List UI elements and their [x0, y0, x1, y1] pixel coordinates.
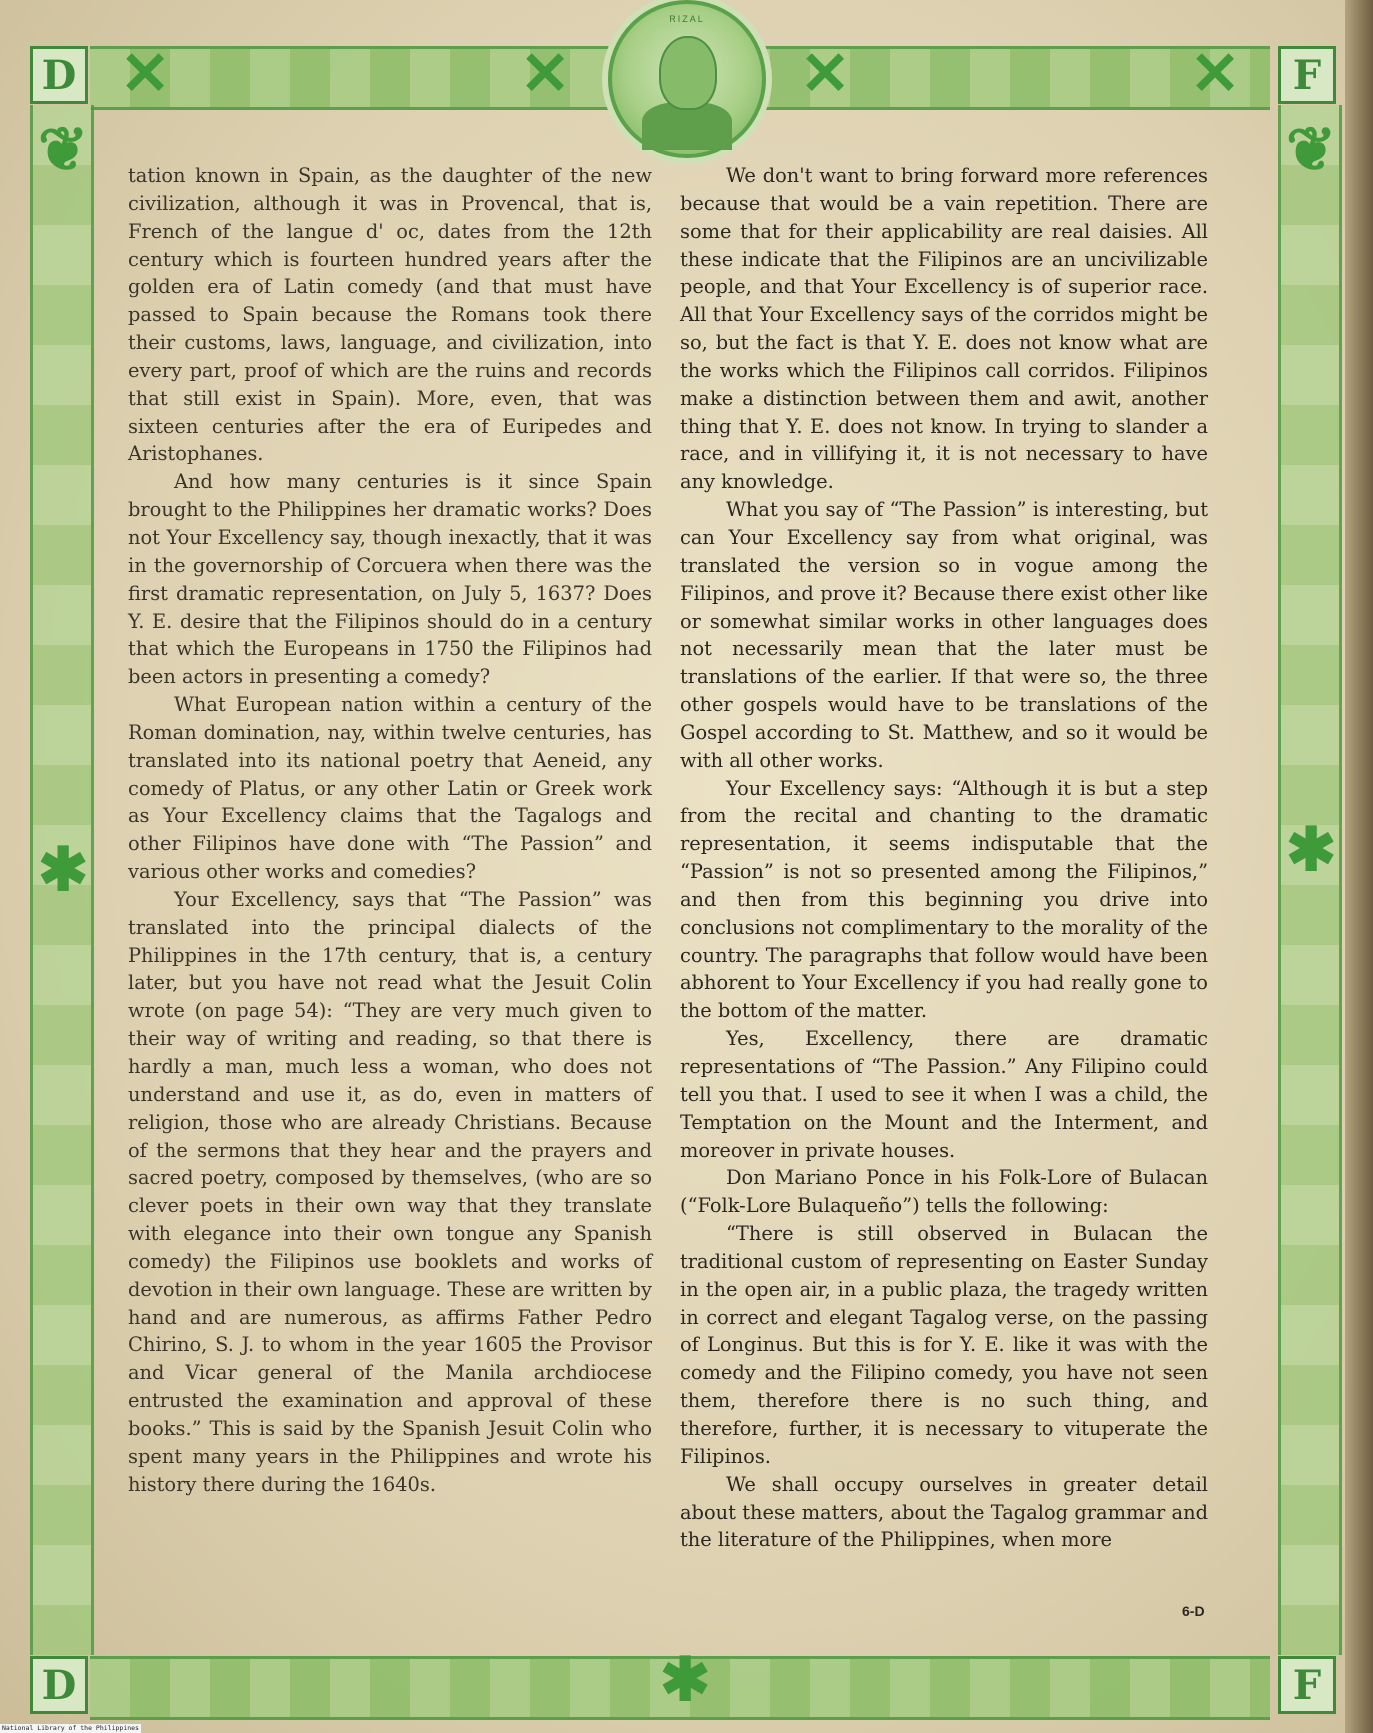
corner-letter-bottom-left: D: [30, 1656, 88, 1714]
paragraph: Yes, Excellency, there are dramatic representations of “The Passion.” Any Filipino could tell you that. I used to see it when I was a child, the Temptation on the Mount and the Interment, and moreover in private houses.: [680, 1027, 1208, 1162]
corner-letter-top-left: D: [30, 46, 88, 104]
page-edge: [1345, 0, 1373, 1733]
text-column-left: [128, 162, 652, 1499]
text-column-right: [680, 162, 1208, 1554]
knot-ornament-icon: ✱: [38, 835, 89, 905]
paragraph: We don't want to bring forward more references because that would be a vain repetition. There are some that for their applicability are real daisies. All these indicate that the Filipinos are an uncivilizable people, and that Your Excellency is of superior race. All that Your Excellency says of the corridos might be so, but the fact is that Y. E. does not know what are the works which the Filipinos call corridos. Filipinos make a distinction between them and awit, another thing that Y. E. does not know. In trying to slander a race, and in villifying it, it is not necessary to have any knowledge.: [680, 164, 1208, 494]
corner-letter-top-right: F: [1278, 46, 1336, 104]
portrait-face-icon: [659, 36, 717, 110]
paragraph: Your Excellency, says that “The Passion” was translated into the principal dialects of the Philippines in the 17th century, that is, a century later, but you have not read what the Jesuit Colin wrote (on page 54): “They are very much given to their way of writing and reading, so that there is hardly a man, much less a woman, who does not understand and use it, as do, even in matters of religion, those who are already Christians. Because of the sermons that they hear and the prayers and sacred poetry, composed by themselves, (who are so clever poets in their own way that they translate with elegance into their own tongue any Spanish comedy) the Filipinos use booklets and works of devotion in their own language. These are written by hand and are numerous, as affirms Father Pedro Chirino, S. J. to whom in the year 1605 the Provisor and Vicar general of the Manila archdiocese entrusted the examination and approval of these books.” This is said by the Spanish Jesuit Colin who spent many years in the Philippines and wrote his history there during the 1640s.: [128, 887, 652, 1496]
paragraph: “There is still observed in Bulacan the traditional custom of representing on Easter Sunday in the open air, in a public plaza, the tragedy written in correct and elegant Tagalog verse, on the passing of Longinus. But this is for Y. E. like it was with the comedy and the Filipino comedy, you have not seen them, therefore there is no such thing, and therefore, further, it is necessary to vituperate the Filipinos.: [680, 1222, 1208, 1468]
paragraph: Your Excellency says: “Although it is but a step from the recital and chanting to the dramatic representation, it seems indisputable that the “Passion” is not so presented among the Filipinos,” and then from this beginning you drive into conclusions not complimentary to the morality of the country. The paragraphs that follow would have been abhorent to Your Excellency if you had really gone to the bottom of the matter.: [680, 776, 1208, 1023]
knot-ornament-icon: ✕: [1190, 39, 1241, 109]
knot-ornament-icon: ✕: [800, 39, 851, 109]
corner-letter-bottom-right: F: [1278, 1656, 1336, 1714]
page-number: 6-D: [1182, 1603, 1205, 1619]
knot-ornament-icon: ✕: [520, 39, 571, 109]
knot-ornament-icon: ✱: [1286, 815, 1337, 885]
knot-ornament-icon: ✕: [120, 39, 171, 109]
source-credit: National Library of the Philippines: [2, 1724, 139, 1732]
knot-ornament-icon: ❦: [38, 115, 89, 185]
paragraph: What European nation within a century of the Roman domination, nay, within twelve centuries, has translated into its national poetry that Aeneid, any comedy of Platus, or any other Latin or Greek work as Your Excellency claims that the Tagalogs and other Filipinos have done with “The Passion” and various other works and comedies?: [128, 693, 652, 884]
paragraph: Don Mariano Ponce in his Folk-Lore of Bulacan (“Folk-Lore Bulaqueño”) tells the following:: [680, 1166, 1208, 1218]
knot-ornament-icon: ❦: [1286, 115, 1337, 185]
portrait-medallion: [608, 0, 766, 158]
medallion-caption: RIZAL: [669, 14, 705, 24]
paragraph: What you say of “The Passion” is interesting, but can Your Excellency say from what original, was translated the version so in vogue among the Filipinos, and prove it? Because there exist other like or somewhat similar works in other languages does not necessarily mean that the later must be translations of the earlier. If that were so, the three other gospels would have to be translations of the Gospel according to St. Matthew, and so it would be with all other works.: [680, 498, 1208, 772]
knot-ornament-icon: ✱: [660, 1645, 711, 1715]
paragraph: We shall occupy ourselves in greater detail about these matters, about the Tagalog grammar and the literature of the Philippines, when more: [680, 1472, 1208, 1552]
paragraph: tation known in Spain, as the daughter of the new civilization, although it was in Provencal, that is, French of the langue d' oc, dates from the 12th century which is fourteen hundred years after the golden era of Latin comedy (and that must have passed to Spain because the Romans took there their customs, laws, language, and civilization, into every part, proof of which are the ruins and records that still exist in Spain). More, even, that was sixteen centuries after the era of Euripedes and Aristophanes.: [128, 164, 652, 466]
paragraph: And how many centuries is it since Spain brought to the Philippines her dramatic works? Does not Your Excellency say, though inexactly, that it was in the governorship of Corcuera when there was the first dramatic representation, on July 5, 1637? Does Y. E. desire that the Filipinos should do in a century that which the Europeans in 1750 the Filipinos had been actors in presenting a comedy?: [128, 470, 652, 689]
